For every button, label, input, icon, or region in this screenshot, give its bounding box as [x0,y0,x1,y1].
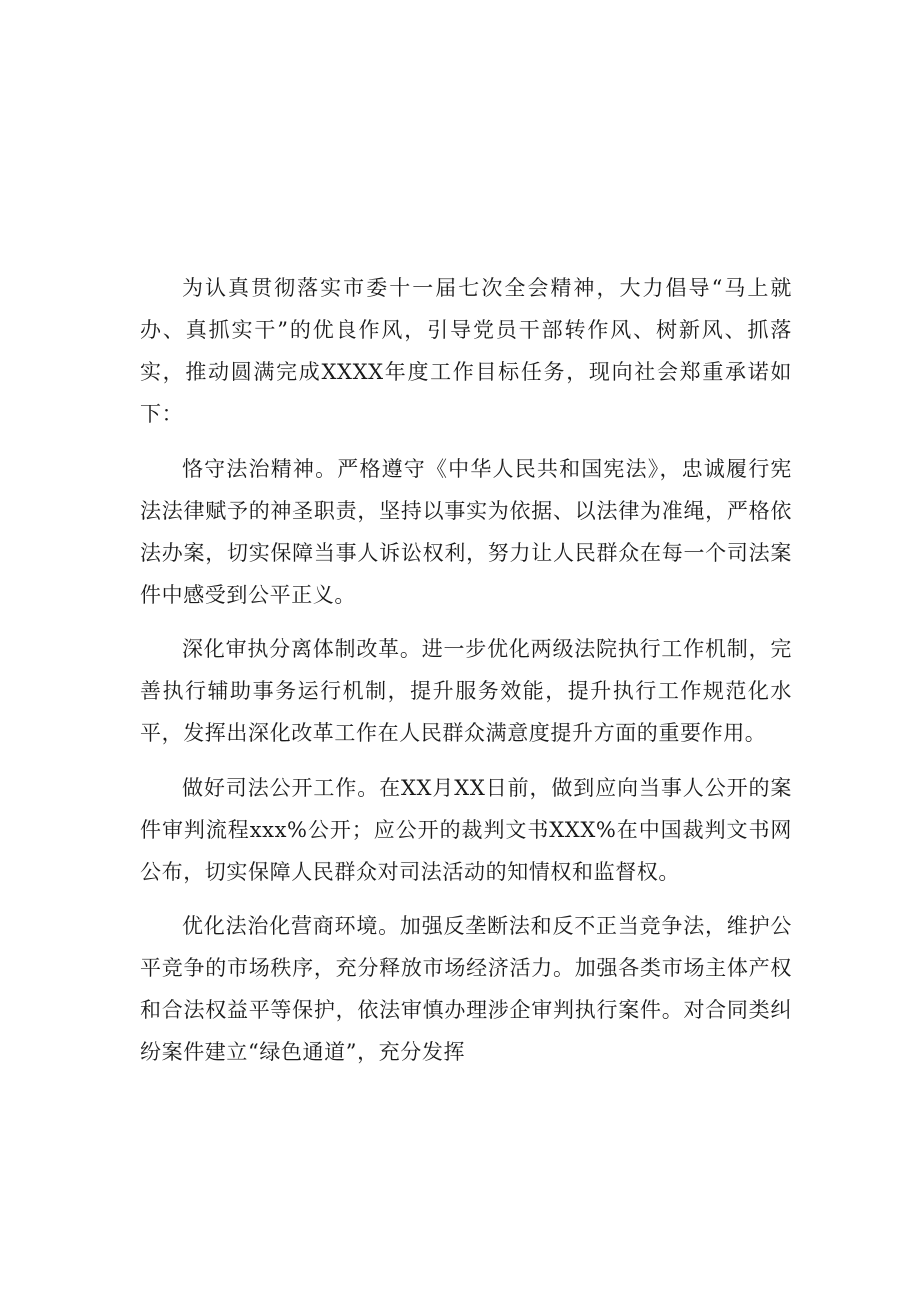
paragraph-business-environment: 优化法治化营商环境。加强反垄断法和反不正当竞争法，维护公平竞争的市场秩序，充分释放市场经济活力。加强各类市场主体产权和合法权益平等保护，依法审慎办理涉企审判执行案件。对合同类纠纷案件建立“绿色通道”，充分发挥 [140,914,792,1064]
paragraph-rule-of-law: 恪守法治精神。严格遵守《中华人民共和国宪法》，忠诚履行宪法法律赋予的神圣职责，坚持以事实为依据、以法律为准绳，严格依法办案，切实保障当事人诉讼权利，努力让人民群众在每一个司法案件中感受到公平正义。 [140,456,792,607]
paragraph-judicial-openness: 做好司法公开工作。在XX月XX日前，做到应向当事人公开的案件审判流程xxx%公开；应公开的裁判文书XXX%在中国裁判文书网公布，切实保障人民群众对司法活动的知情权和监督权。 [140,775,792,884]
document-body [140,267,792,1086]
paragraph-reform: 深化审执分离体制改革。进一步优化两级法院执行工作机制，完善执行辅助事务运行机制，提升服务效能，提升执行工作规范化水平，发挥出深化改革工作在人民群众满意度提升方面的重要作用。 [140,637,792,745]
paragraph-intro: 为认真贯彻落实市委十一届七次全会精神，大力倡导“马上就办、真抓实干”的优良作风，引导党员干部转作风、树新风、抓落实，推动圆满完成XXXX年度工作目标任务，现向社会郑重承诺如下： [140,276,792,426]
